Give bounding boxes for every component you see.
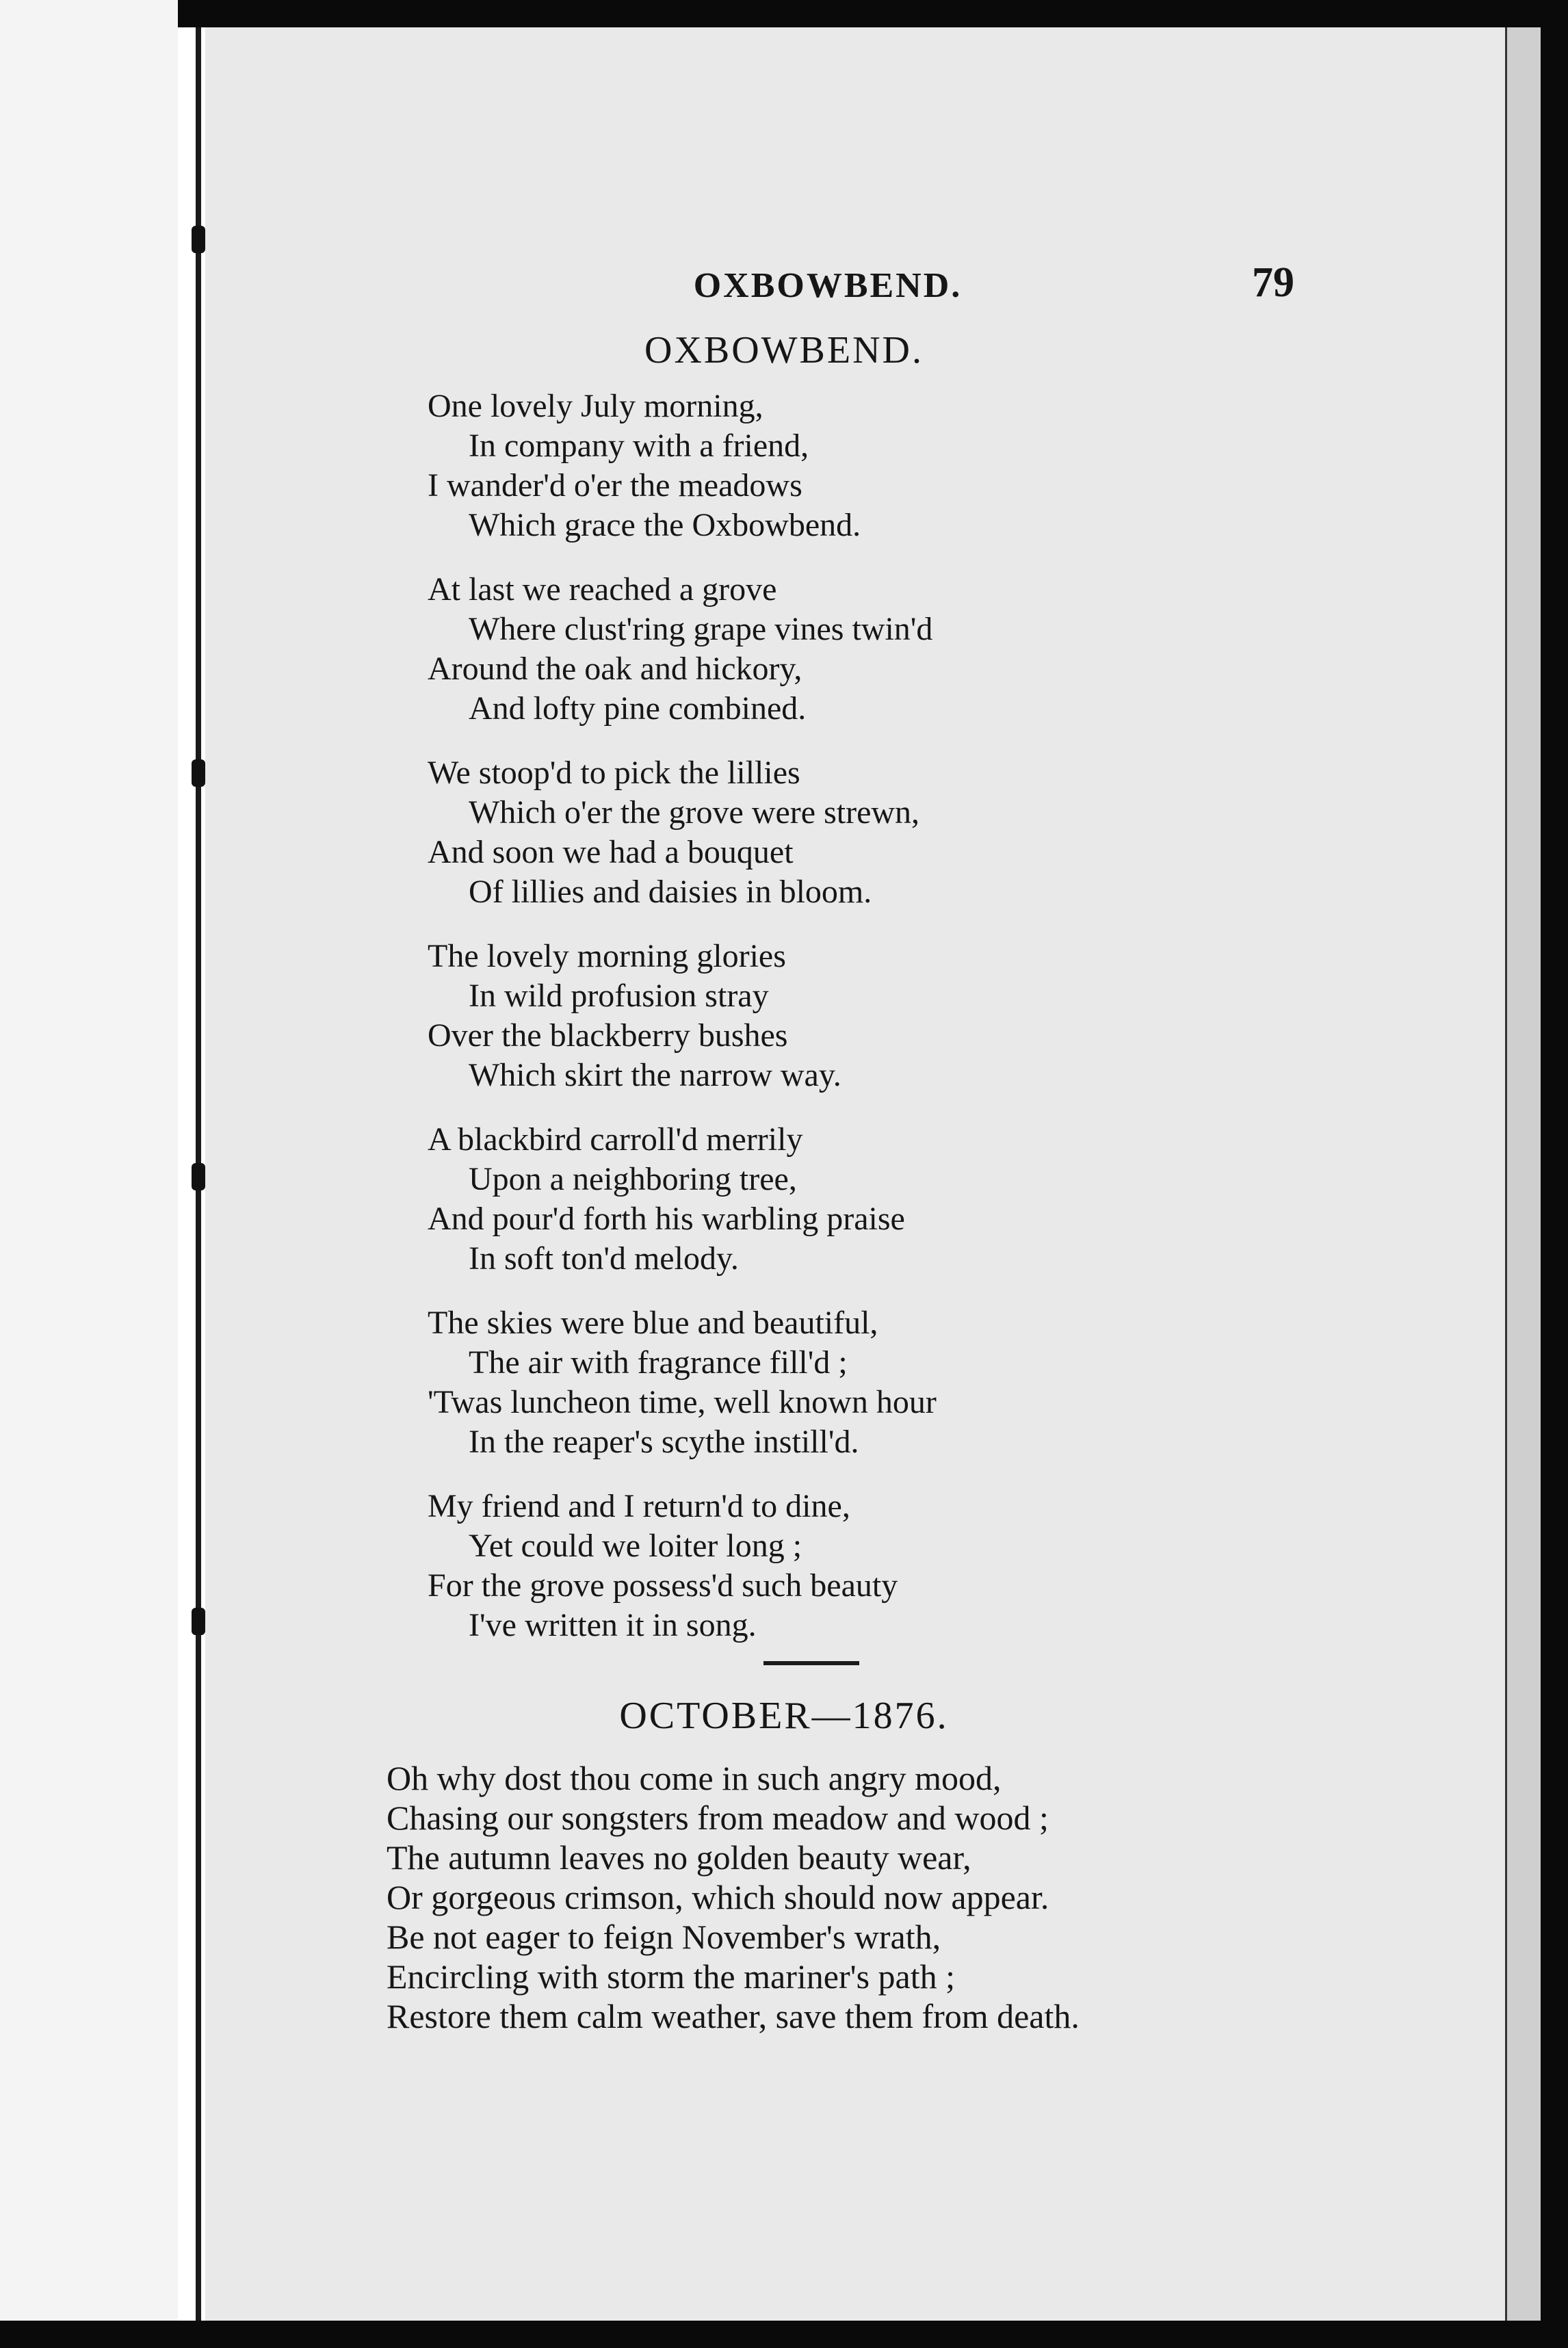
poem-title-october-1876: OCTOBER—1876. — [619, 1695, 949, 1737]
poem-line: Over the blackberry bushes — [428, 1017, 788, 1054]
poem-line: My friend and I return'd to dine, — [428, 1488, 850, 1524]
binding-mark — [192, 759, 205, 787]
page-edge-right — [1505, 27, 1543, 2321]
poem-line: Chasing our songsters from meadow and wood ; — [387, 1799, 1049, 1837]
poem-line: In soft ton'd melody. — [469, 1240, 739, 1277]
poem-line: Restore them calm weather, save them from death. — [387, 1997, 1080, 2035]
scan-border-top — [0, 0, 1568, 27]
poem-line: The autumn leaves no golden beauty wear, — [387, 1838, 971, 1877]
poem-line: Be not eager to feign November's wrath, — [387, 1918, 941, 1956]
poem-line: We stoop'd to pick the lillies — [428, 755, 800, 791]
binding-mark — [192, 226, 205, 253]
poem-line: For the grove possess'd such beauty — [428, 1567, 898, 1604]
section-divider — [763, 1661, 859, 1665]
poem-line: I wander'd o'er the meadows — [428, 467, 802, 504]
page-number: 79 — [1252, 259, 1294, 306]
poem-line: One lovely July morning, — [428, 388, 763, 424]
poem-line: Or gorgeous crimson, which should now appear. — [387, 1878, 1049, 1916]
scan-border-bottom — [0, 2321, 1568, 2348]
poem-line: The air with fragrance fill'd ; — [469, 1344, 848, 1381]
poem-line: I've written it in song. — [469, 1607, 757, 1643]
poem-line: And soon we had a bouquet — [428, 834, 794, 870]
poem-line: A blackbird carroll'd merrily — [428, 1121, 803, 1158]
poem-title-oxbowbend: OXBOWBEND. — [644, 329, 924, 371]
poem-line: And pour'd forth his warbling praise — [428, 1201, 905, 1237]
poem-line: At last we reached a grove — [428, 571, 777, 608]
poem-line: In the reaper's scythe instill'd. — [469, 1424, 859, 1460]
poem-line: 'Twas luncheon time, well known hour — [428, 1384, 937, 1420]
running-head: OXBOWBEND. — [693, 266, 963, 305]
binding-mark — [192, 1163, 205, 1190]
poem-line: Encircling with storm the mariner's path ; — [387, 1957, 956, 1996]
poem-line: Which o'er the grove were strewn, — [469, 794, 920, 831]
poem-line: Of lillies and daisies in bloom. — [469, 874, 872, 910]
poem-line: In wild profusion stray — [469, 978, 769, 1014]
poem-line: Yet could we loiter long ; — [469, 1528, 802, 1564]
poem-line: Around the oak and hickory, — [428, 651, 802, 687]
poem-line: Which grace the Oxbowbend. — [469, 507, 861, 543]
binding-mark — [192, 1608, 205, 1635]
poem-line: The skies were blue and beautiful, — [428, 1305, 878, 1341]
poem-line: The lovely morning glories — [428, 938, 786, 974]
poem-line: In company with a friend, — [469, 428, 809, 464]
poem-line: Which skirt the narrow way. — [469, 1057, 841, 1093]
poem-line: Upon a neighboring tree, — [469, 1161, 797, 1197]
poem-line: Where clust'ring grape vines twin'd — [469, 611, 933, 647]
poem-line: And lofty pine combined. — [469, 690, 807, 727]
poem-line: Oh why dost thou come in such angry mood, — [387, 1759, 1002, 1797]
